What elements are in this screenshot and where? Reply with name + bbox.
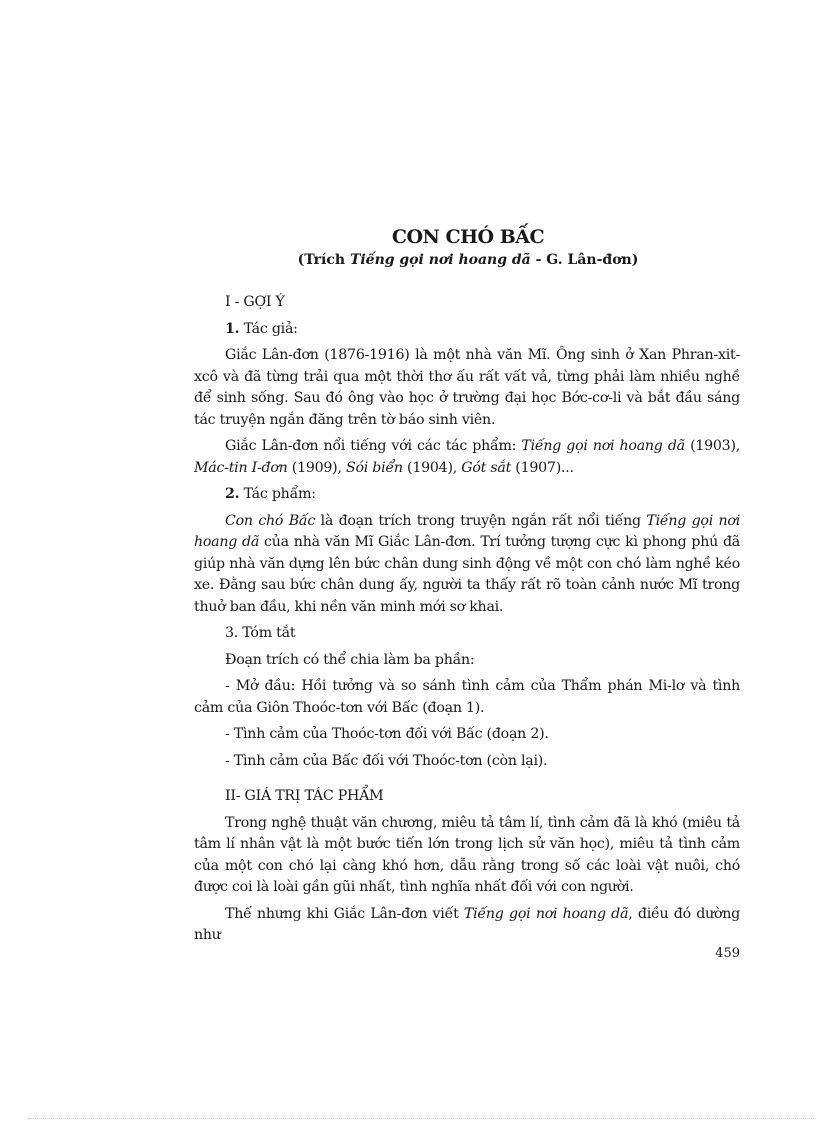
section-heading-goi-y: I - GỢI Ý xyxy=(225,294,285,310)
subheading-summary: 3. Tóm tắt xyxy=(225,625,296,641)
summary-item: - Tình cảm của Thoóc-tơn đối với Bấc (đoạn 2). xyxy=(225,726,549,742)
paragraph-value-2 xyxy=(194,904,740,947)
subheading-author xyxy=(194,319,740,341)
page-number: 459 xyxy=(715,946,740,961)
paragraph-value-1: Trong nghệ thuật văn chương, miêu tả tâm lí, tình cảm đã là khó (miêu tả tâm lí nhân vật là một bước tiến lớn trong lịch sử văn học), miêu tả tình cảm của một con chó lại càng khó hơn, dẫu rằng trong số các loài vật nuôi, chó được coi là loài gần gũi nhất, tình nghĩa nhất đối với con người. xyxy=(194,814,740,895)
subheading-work xyxy=(194,484,740,506)
work-title: Tiếng gọi nơi hoang dã xyxy=(521,438,685,454)
text-run: , điều đó dường như xyxy=(194,905,740,943)
text-run: (1903), xyxy=(684,438,741,454)
summary-intro: Đoạn trích có thể chia làm ba phần: xyxy=(225,651,475,668)
paragraph-author-bio: Giắc Lân-đơn (1876-1916) là một nhà văn Mĩ. Ông sinh ở Xan Phran-xit-xcô và đã từng trải qua một thời thơ ấu rất vất vả, từng phải làm nhiều nghề để sinh sống. Sau đó ông vào học ở trường đại học Bớc-cơ-li và bắt đầu sáng tác truyện ngắn đăng trên tờ báo sinh viên. xyxy=(194,347,740,428)
subheading-author-label: Tác giả: xyxy=(239,320,298,337)
section-heading-gia-tri: II- GIÁ TRỊ TÁC PHẨM xyxy=(225,788,384,804)
work-title: Tiếng gọi nơi hoang dã xyxy=(194,512,740,550)
work-title: Gót sắt xyxy=(461,459,512,476)
summary-item: - Tình cảm của Bấc đối với Thoóc-tơn (còn lại). xyxy=(225,752,548,769)
subtitle-suffix: - G. Lân-đơn) xyxy=(530,252,639,268)
work-title: Tiếng gọi nơi hoang dã xyxy=(463,905,629,922)
subtitle xyxy=(0,252,816,268)
subheading-work-number: 2. xyxy=(225,486,240,502)
page-title: CON CHÓ BẤC xyxy=(391,226,545,248)
text-run: của nhà văn Mĩ Giắc Lân-đơn. Trí tưởng tượng cực kì phong phú đã giúp nhà văn dựng lên bức chân dung sinh động về một con chó làm nghề kéo xe. Đằng sau bức chân dung ấy, người ta thấy rất rõ toàn cảnh nước Mĩ trong thuở ban đầu, khi nền văn minh mới sơ khai. xyxy=(194,534,740,615)
text-run: Giắc Lân-đơn nổi tiếng với các tác phẩm: xyxy=(225,438,522,454)
subheading-author-number: 1. xyxy=(225,320,240,337)
work-title: Sói biển xyxy=(346,459,403,476)
text-run: (1904), xyxy=(402,459,462,476)
subtitle-prefix: (Trích xyxy=(297,252,350,268)
text-run: Thế nhưng khi Giắc Lân-đơn viết xyxy=(225,905,464,922)
paragraph-work xyxy=(194,511,740,619)
work-title: Con chó Bấc xyxy=(225,512,316,529)
subtitle-work-title: Tiếng gọi nơi hoang dã xyxy=(349,252,531,268)
text-run: (1909), xyxy=(287,459,346,476)
work-title: Mác-tin I-đơn xyxy=(194,459,288,476)
subheading-work-label: Tác phẩm: xyxy=(239,486,316,502)
summary-item: - Mở đầu: Hồi tưởng và so sánh tình cảm của Thẩm phán Mi-lơ và tình cảm của Giôn Thoóc-tơn với Bấc (đoạn 1). xyxy=(194,678,740,716)
text-run: là đoạn trích trong truyện ngắn rất nổi tiếng xyxy=(315,512,647,529)
text-run: (1907)... xyxy=(511,459,574,476)
paragraph-author-works xyxy=(194,436,740,479)
page-bottom-divider xyxy=(28,1118,816,1119)
body-text xyxy=(194,292,740,952)
